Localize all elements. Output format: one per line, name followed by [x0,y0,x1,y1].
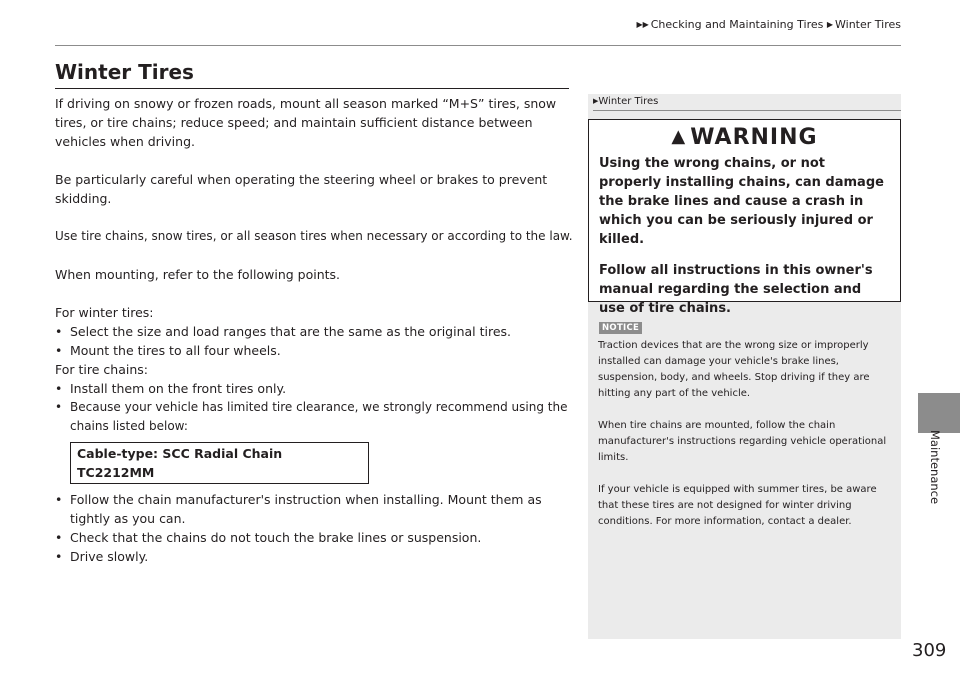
title-divider [55,88,569,89]
warning-body [589,154,900,318]
list-item: • Because your vehicle has limited tire clearance, we strongly recommend using the chains listed below: [55,400,568,433]
warning-text: Follow all instructions in this owner's manual regarding the selection and use of tire chains. [599,263,873,316]
cable-type-box: Cable-type: SCC Radial Chain TC2212MM [70,442,369,484]
list-item: • Install them on the front tires only. [55,381,287,396]
notes [598,338,898,546]
sidebar-heading: ▶Winter Tires [593,96,659,107]
list-item: • Mount the tires to all four wheels. [55,343,281,358]
header-divider [55,45,901,46]
tire-chains-heading: For tire chains: [55,362,148,377]
caution-paragraph: Be particularly careful when operating the steering wheel or brakes to prevent skidding. [55,172,548,206]
intro-paragraph: If driving on snowy or frozen roads, mount all season marked “M+S” tires, snow tires, or tire chains; reduce speed; and maintain sufficient distance between vehicles when driving. [55,96,557,149]
warning-title: ▲ WARNING [671,125,818,150]
section-tab[interactable] [918,393,960,433]
list-item: • Check that the chains do not touch the brake lines or suspension. [55,530,482,545]
reference-arrow-icon: ▶ [593,97,599,105]
mounting-paragraph: When mounting, refer to the following points. [55,267,341,282]
main-content [55,94,573,566]
breadcrumb [0,18,901,31]
sidebar-notes [588,94,901,639]
breadcrumb-parent[interactable]: Checking and Maintaining Tires [650,18,824,31]
page-title: Winter Tires [55,60,194,84]
note-paragraph: When tire chains are mounted, follow the chain manufacturer's instructions regarding vehicle operational limits. [598,420,887,463]
list-item: • Select the size and load ranges that are the same as the original tires. [55,324,512,339]
winter-tires-heading: For winter tires: [55,305,154,320]
sidebar-divider [593,110,901,111]
note-paragraph: If your vehicle is equipped with summer tires, be aware that these tires are not designed for winter driving conditions. For more information, contact a dealer. [598,484,877,527]
breadcrumb-arrow-icon: ▶ [826,20,834,29]
list-item: • Follow the chain manufacturer's instruction when installing. Mount them as tightly as you can. [55,492,542,526]
page-number: 309 [912,640,947,661]
list-item: • Drive slowly. [55,549,149,564]
warning-icon: ▲ [671,126,687,147]
breadcrumb-current: Winter Tires [835,18,901,31]
warning-box [588,119,901,316]
notice-badge: NOTICE [599,322,642,334]
section-label: Maintenance [928,430,942,505]
warning-text: Using the wrong chains, or not properly installing chains, can damage the brake lines and cause a crash in which you can be seriously injured or killed. [599,156,884,247]
law-paragraph: Use tire chains, snow tires, or all season tires when necessary or according to the law. [55,229,573,243]
notice-text: Traction devices that are the wrong size or improperly installed can damage your vehicle's brake lines, suspension, body, and wheels. Stop driving if they are hitting any part of the vehicle. [598,340,870,399]
breadcrumb-arrow-icon: ▶▶ [636,20,649,29]
